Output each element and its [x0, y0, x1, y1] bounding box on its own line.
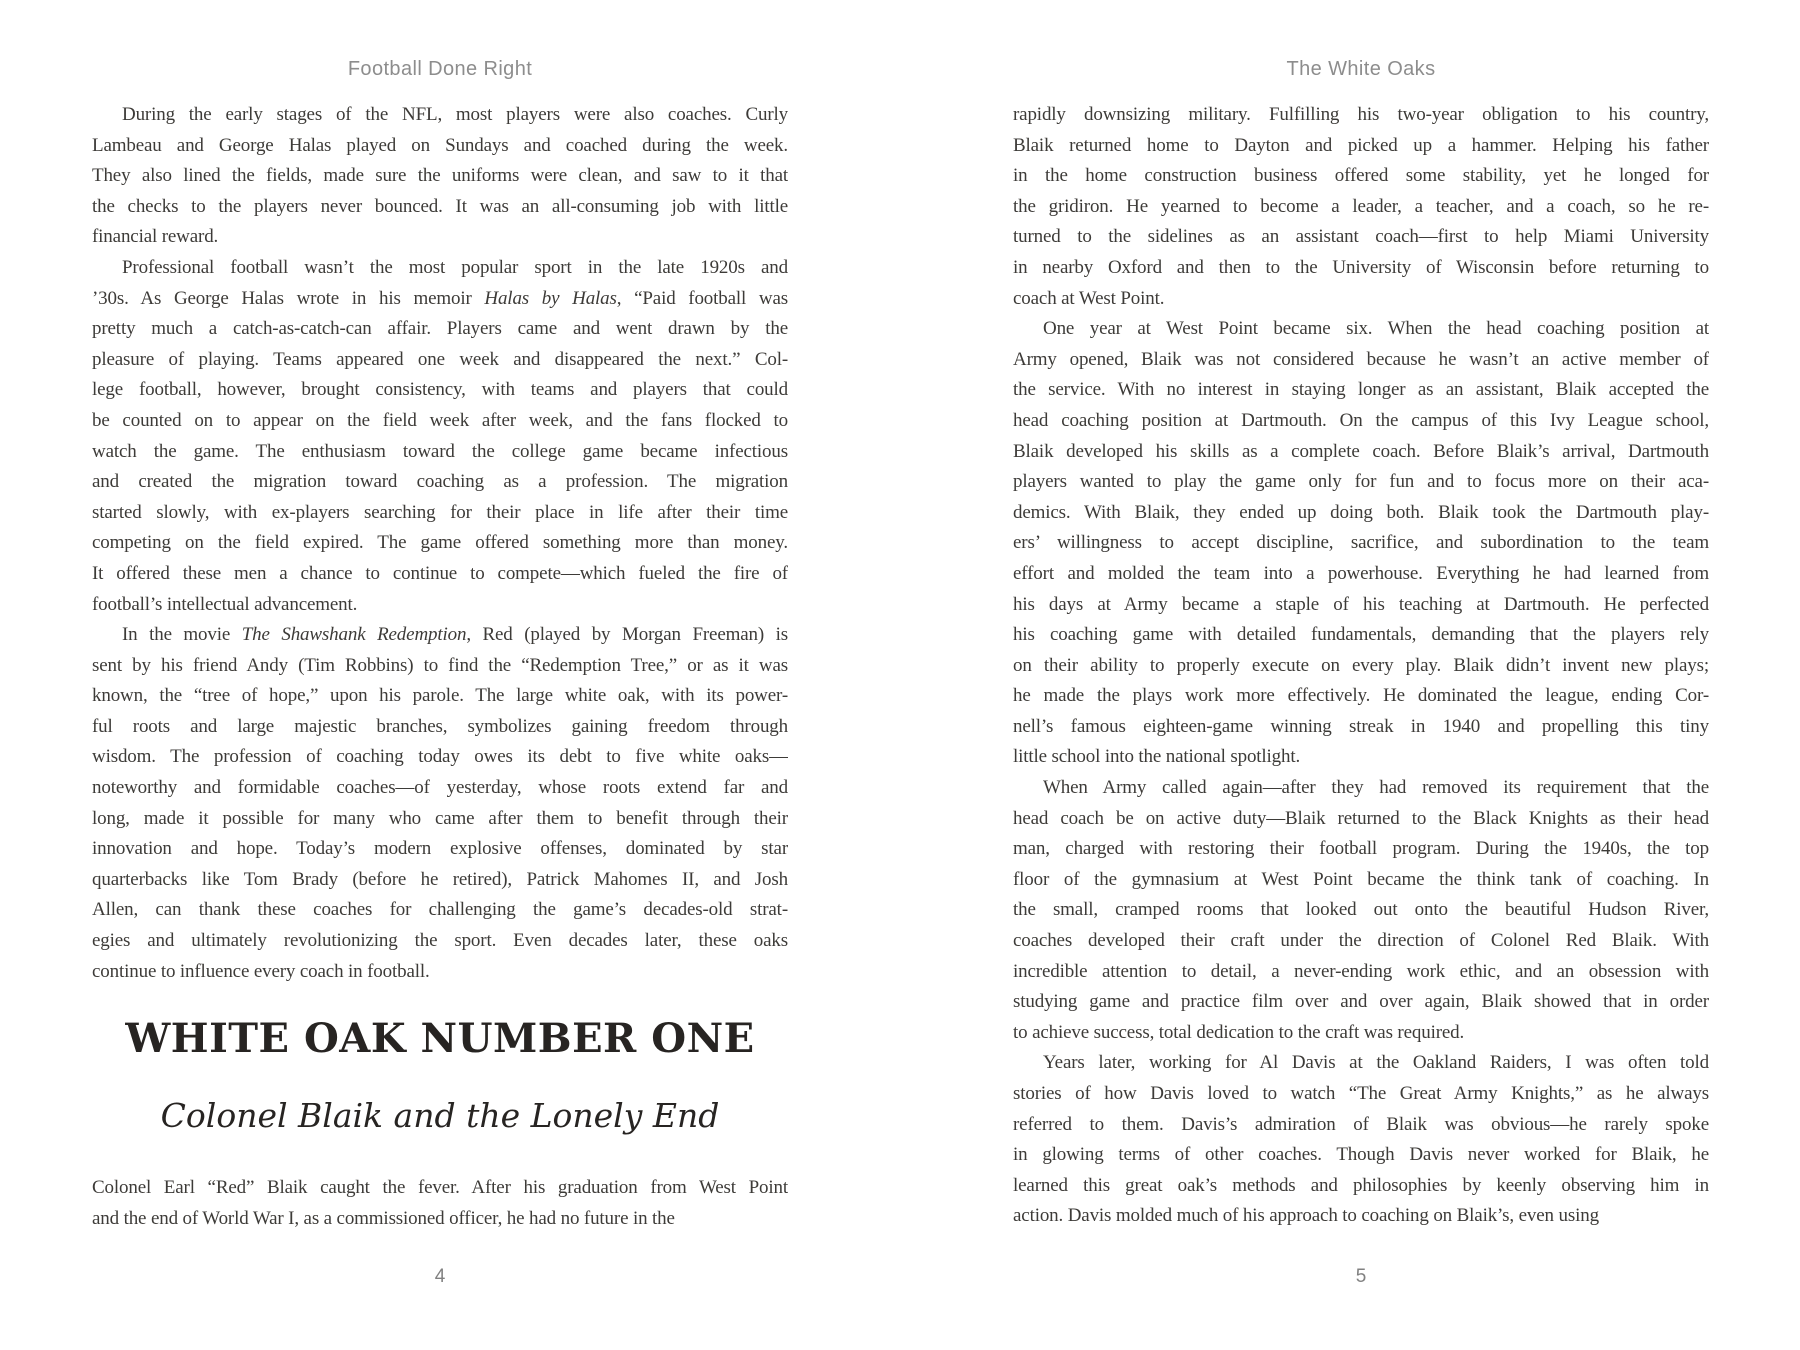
text-line: noteworthy and formidable coaches—of yesterday, whose roots extend far and [92, 777, 788, 799]
text-line: nell’s famous eighteen-game winning streak in 1940 and propelling this tiny [1013, 715, 1709, 737]
text-line: When Army called again—after they had removed its requirement that the [1043, 777, 1709, 799]
right-page-body [1013, 100, 1709, 1232]
text-line: Blaik returned home to Dayton and picked up a hammer. Helping his father [1013, 134, 1709, 156]
text-line: egies and ultimately revolutionizing the sport. Even decades later, these oaks [92, 930, 788, 952]
text-line: sent by his friend Andy (Tim Robbins) to find the “Redemption Tree,” or as it was [92, 654, 788, 676]
text-line: to achieve success, total dedication to the craft was required. [1013, 1021, 1465, 1043]
page-number-left: 4 [434, 1266, 446, 1287]
text-line: coaches developed their craft under the direction of Colonel Red Blaik. With [1013, 930, 1709, 952]
text-line: They also lined the fields, made sure the uniforms were clean, and saw to it that [92, 165, 788, 187]
left-page-body [92, 100, 788, 1234]
text-line: ful roots and large majestic branches, symbolizes gaining freedom through [92, 715, 788, 737]
text-line: incredible attention to detail, a never-ending work ethic, and an obsession with [1013, 960, 1709, 982]
text-line: head coach be on active duty—Blaik returned to the Black Knights as their head [1013, 807, 1709, 829]
text-line: Colonel Earl “Red” Blaik caught the fever. After his graduation from West Point [92, 1177, 788, 1199]
text-line: turned to the sidelines as an assistant coach—first to help Miami University [1013, 226, 1709, 248]
text-line: started slowly, with ex-players searching for their place in life after their time [92, 501, 788, 523]
text-line: the service. With no interest in staying longer as an assistant, Blaik accepted the [1013, 379, 1709, 401]
text-line: referred to them. Davis’s admiration of Blaik was obvious—he rarely spoke [1013, 1113, 1709, 1135]
text-line: the small, cramped rooms that looked out onto the beautiful Hudson River, [1013, 899, 1709, 921]
text-line: be counted on to appear on the field week after week, and the fans flocked to [92, 409, 788, 431]
text-line: It offered these men a chance to continue to compete—which fueled the fire of [92, 562, 788, 584]
chapter-heading: WHITE OAK NUMBER ONE [125, 1015, 755, 1063]
text-line: Professional football wasn’t the most popular sport in the late 1920s and [122, 256, 788, 278]
text-line: coach at West Point. [1013, 287, 1165, 309]
text-line: and the end of World War I, as a commissioned officer, he had no future in the [92, 1207, 675, 1229]
text-line: lege football, however, brought consistency, with teams and players that could [92, 379, 788, 401]
text-line: Army opened, Blaik was not considered because he wasn’t an active member of [1013, 348, 1709, 370]
right-page [1013, 0, 1709, 1350]
chapter-subheading: Colonel Blaik and the Lonely End [160, 1096, 720, 1136]
text-line: little school into the national spotlight. [1013, 746, 1301, 768]
running-head-left: Football Done Right [347, 58, 533, 80]
text-line: known, the “tree of hope,” upon his parole. The large white oak, with its power- [92, 685, 788, 707]
running-head-right: The White Oaks [1286, 58, 1436, 80]
text-line: the gridiron. He yearned to become a leader, a teacher, and a coach, so he re- [1013, 195, 1709, 217]
text-line: stories of how Davis loved to watch “The Great Army Knights,” as he always [1013, 1083, 1709, 1104]
text-line: long, made it possible for many who came after them to benefit through their [92, 807, 788, 829]
text-line: watch the game. The enthusiasm toward the college game became infectious [92, 440, 788, 462]
text-line: Years later, working for Al Davis at the Oakland Raiders, I was often told [1043, 1052, 1709, 1074]
text-line: and created the migration toward coaching as a profession. The migration [92, 471, 788, 493]
text-line: in the home construction business offered some stability, yet he longed for [1013, 165, 1709, 187]
text-line: he made the plays work more effectively. He dominated the league, ending Cor- [1013, 685, 1709, 707]
text-line: ’30s. As George Halas wrote in his memoir Halas by Halas, “Paid football was [92, 287, 788, 309]
text-line: wisdom. The profession of coaching today owes its debt to five white oaks— [92, 746, 788, 768]
text-line: competing on the field expired. The game offered something more than money. [92, 532, 788, 554]
left-page [92, 0, 788, 1350]
text-line: the checks to the players never bounced. It was an all-consuming job with little [92, 195, 788, 217]
text-line: One year at West Point became six. When the head coaching position at [1043, 318, 1709, 340]
text-line: ers’ willingness to accept discipline, sacrifice, and subordination to the team [1013, 532, 1709, 554]
text-line: learned this great oak’s methods and philosophies by keenly observing him in [1013, 1174, 1709, 1196]
text-line: his coaching game with detailed fundamentals, demanding that the players rely [1013, 624, 1709, 646]
text-line: Blaik developed his skills as a complete coach. Before Blaik’s arrival, Dartmouth [1013, 440, 1709, 462]
text-line: effort and molded the team into a powerhouse. Everything he had learned from [1013, 562, 1709, 584]
text-line: studying game and practice film over and over again, Blaik showed that in order [1013, 991, 1709, 1013]
text-line: football’s intellectual advancement. [92, 593, 358, 615]
text-line: his days at Army became a staple of his teaching at Dartmouth. He perfected [1013, 593, 1709, 615]
text-line: players wanted to play the game only for fun and to focus more on their aca- [1013, 471, 1709, 493]
text-line: pleasure of playing. Teams appeared one week and disappeared the next.” Col- [92, 348, 788, 370]
text-line: continue to influence every coach in football. [92, 960, 430, 982]
text-line: rapidly downsizing military. Fulfilling his two-year obligation to his country, [1013, 104, 1709, 125]
text-line: man, charged with restoring their football program. During the 1940s, the top [1013, 838, 1709, 860]
text-line: financial reward. [92, 226, 219, 248]
text-line: During the early stages of the NFL, most players were also coaches. Curly [122, 104, 788, 125]
text-line: demics. With Blaik, they ended up doing both. Blaik took the Dartmouth play- [1013, 501, 1709, 523]
text-line: head coaching position at Dartmouth. On the campus of this Ivy League school, [1013, 409, 1709, 431]
page-number-right: 5 [1355, 1266, 1367, 1287]
text-line: pretty much a catch-as-catch-can affair. Players came and went drawn by the [92, 318, 788, 340]
text-line: In the movie The Shawshank Redemption, Red (played by Morgan Freeman) is [122, 624, 788, 646]
text-line: on their ability to properly execute on every play. Blaik didn’t invent new plays; [1013, 654, 1709, 676]
text-line: Lambeau and George Halas played on Sundays and coached during the week. [92, 134, 788, 156]
text-line: in nearby Oxford and then to the University of Wisconsin before returning to [1013, 256, 1709, 278]
text-line: floor of the gymnasium at West Point became the think tank of coaching. In [1013, 868, 1709, 890]
text-line: action. Davis molded much of his approach to coaching on Blaik’s, even using [1013, 1205, 1599, 1227]
text-line: innovation and hope. Today’s modern explosive offenses, dominated by star [92, 838, 788, 860]
text-line: quarterbacks like Tom Brady (before he retired), Patrick Mahomes II, and Josh [92, 868, 788, 890]
text-line: in glowing terms of other coaches. Though Davis never worked for Blaik, he [1013, 1144, 1709, 1166]
text-line: Allen, can thank these coaches for challenging the game’s decades-old strat- [92, 899, 788, 921]
